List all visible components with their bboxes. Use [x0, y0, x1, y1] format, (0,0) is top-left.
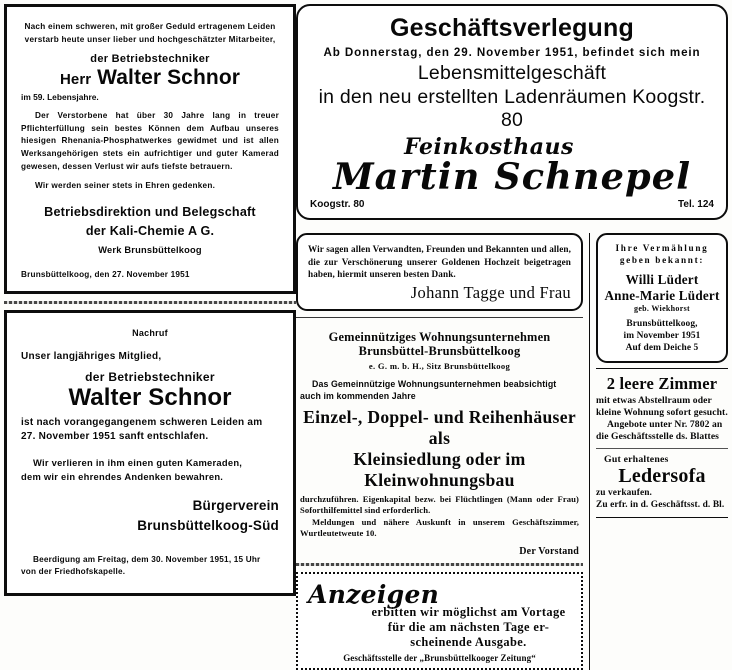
thanks-body: Wir sagen allen Verwandten, Freunden und Bekannten und allen, die zur Verschönerung unserer Goldenen Hochzeit beigetragen haben, hiermit unseren besten Dank. [308, 244, 571, 280]
housing-big-line1: Einzel-, Doppel- und Reihenhäuser als [303, 406, 576, 448]
column-divider-left [4, 301, 296, 304]
sofa-line1: zu verkaufen. [596, 488, 652, 499]
obituary-buergerverein [4, 310, 296, 596]
housing-big-text [300, 407, 579, 491]
housing-big-line3: Kleinwohnungsbau [364, 469, 515, 490]
housing-heading-line1: Gemeinnütziges Wohnungsunternehmen [328, 329, 551, 344]
nachruf-funeral [21, 554, 279, 578]
wedding-name-groom: Willi Lüdert [625, 272, 699, 287]
nachruf-name: Walter Schnor [68, 383, 232, 411]
wedding-heading-line2: geben bekannt: [619, 255, 705, 265]
anzeigen-body-line3: scheinende Ausgabe. [410, 634, 527, 649]
wedding-address [604, 319, 720, 354]
rooms-headline: 2 leere Zimmer [606, 374, 718, 394]
anzeigen-body-line2: für die am nächsten Tage er- [387, 619, 550, 634]
obituary-name [21, 66, 279, 90]
obituary-kali-chemie [4, 4, 296, 294]
anzeigen-body [306, 605, 573, 650]
ad-golden-wedding-thanks [296, 233, 583, 311]
sofa-headline-small: Gut erhaltenes [604, 454, 669, 466]
right-column-spacer [596, 523, 728, 670]
divider-after-housing [296, 563, 583, 566]
obituary-signature-line2: der Kali-Chemie A G. [85, 223, 215, 238]
relocation-date-line: Ab Donnerstag, den 29. November 1951, befindet sich mein [323, 46, 701, 59]
housing-heading [300, 330, 579, 359]
nachruf-remembrance [21, 456, 279, 484]
obituary-works: Werk Brunsbüttelkoog [98, 244, 202, 255]
divider-after-wedding [596, 368, 728, 369]
lower-columns [296, 233, 728, 670]
nachruf-signature [21, 496, 279, 536]
wedding-maiden-name: geb. Wiekhorst [634, 304, 690, 313]
ad-business-relocation [296, 4, 728, 220]
obituary-name-text: Walter Schnor [97, 66, 241, 90]
obituary-remembrance: Wir werden seiner stets in Ehren gedenken. [35, 181, 216, 191]
nachruf-remembrance-line1: Wir verlieren in ihm einen guten Kameraden, [33, 456, 243, 468]
ad-announcement-deadline [296, 572, 583, 670]
housing-big-line2: Kleinsiedlung oder im [353, 448, 526, 469]
nachruf-remembrance-line2: dem wir ein ehrendes Andenken bewahren. [21, 470, 224, 482]
ad-housing-company [296, 324, 583, 561]
relocation-footer-phone: Tel. 124 [678, 199, 714, 210]
anzeigen-word: Anzeigen [308, 579, 440, 609]
wedding-date: im November 1951 [623, 330, 701, 341]
housing-body2: Meldungen und nähere Auskunft in unserem Geschäftszimmer, Wurtleutetweute 10. [300, 516, 579, 539]
housing-intro: Das Gemeinnützige Wohnungsunternehmen beabsichtigt auch im kommenden Jahre [300, 378, 557, 401]
nachruf-signature-line2: Brunsbüttelkoog-Süd [137, 517, 279, 533]
anzeigen-body-line1: erbitten wir möglichst am Vortage [371, 604, 566, 619]
rooms-line2: kleine Wohnung sofort gesucht. [596, 407, 728, 419]
divider-after-rooms [596, 448, 728, 449]
left-column [4, 4, 296, 596]
wedding-heading-line1: Ihre Vermählung [615, 243, 709, 253]
thanks-signature: Johann Tagge und Frau [410, 282, 571, 302]
nachruf-body-line1: ist nach vorangegangenem schweren Leiden am [21, 416, 263, 428]
housing-body1: durchzuführen. Eigenkapital bezw. bei Flüchtlingen (Mann oder Frau) Soforthilfemittel sind erforderlich. [300, 493, 579, 516]
vertical-column-rule [589, 233, 590, 670]
relocation-headline: Geschäftsverlegung [390, 14, 634, 42]
rooms-line1: mit etwas Abstellraum oder [596, 395, 712, 407]
middle-column [296, 233, 583, 670]
nachruf-funeral-line2: von der Friedhofskapelle. [21, 566, 126, 576]
right-area [296, 4, 728, 663]
wedding-street: Auf dem Deiche 5 [625, 342, 699, 353]
rooms-line4: die Geschäftsstelle ds. Blattes [596, 431, 720, 443]
anzeigen-footer: Geschäftsstelle der „Brunsbüttelkooger Zeitung“ [343, 652, 536, 663]
nachruf-body [21, 416, 279, 444]
ad-wedding-announcement [596, 233, 728, 363]
relocation-address-line: in den neu erstellten Ladenräumen Koogstr. 80 [318, 86, 706, 131]
relocation-footer [310, 199, 714, 210]
wedding-names [604, 272, 720, 303]
nachruf-heading: Nachruf [132, 327, 168, 338]
obituary-intro [21, 21, 279, 46]
nachruf-role: der Betriebstechniker [85, 369, 215, 384]
nachruf-funeral-line1: Beerdigung am Freitag, dem 30. November 1951, 15 Uhr [33, 554, 261, 564]
obituary-signature-line1: Betriebsdirektion und Belegschaft [44, 204, 256, 219]
right-column [596, 233, 728, 670]
divider-after-thanks [296, 317, 583, 318]
sofa-headline-big: Ledersofa [618, 465, 706, 488]
relocation-shop-line: Lebensmittelgeschäft [417, 62, 607, 84]
obituary-place-date: Brunsbüttelkoog, den 27. November 1951 [21, 269, 190, 279]
relocation-footer-address: Koogstr. 80 [310, 199, 365, 210]
nachruf-signature-line1: Bürgerverein [192, 497, 279, 513]
housing-heading-line2: Brunsbüttel-Brunsbüttelkoog [358, 344, 521, 359]
ad-leather-sofa [596, 454, 728, 512]
wedding-heading [604, 242, 720, 266]
relocation-script-feinkosthaus: Feinkosthaus [404, 134, 574, 160]
divider-after-sofa [596, 517, 728, 518]
obituary-age: im 59. Lebensjahre. [21, 92, 99, 103]
obituary-signature [21, 203, 279, 241]
wedding-place: Brunsbüttelkoog, [626, 319, 698, 329]
wedding-name-bride: Anne-Marie Lüdert [604, 287, 720, 303]
obituary-name-prefix: Herr [59, 71, 92, 89]
housing-subheading: e. G. m. b. H., Sitz Brunsbüttelkoog [368, 360, 511, 371]
nachruf-intro: Unser langjähriges Mitglied, [21, 351, 162, 363]
relocation-script-owner: Martin Schnepel [332, 156, 692, 198]
housing-signature: Der Vorstand [519, 545, 579, 557]
sofa-line2: Zu erfr. in d. Geschäftsst. d. Bl. [596, 500, 725, 511]
ad-rooms-wanted [596, 374, 728, 443]
obituary-intro-line1: Nach einem schweren, mit großer Geduld ertragenem Leiden [24, 22, 276, 31]
nachruf-body-line2: 27. November 1951 sanft entschlafen. [21, 430, 209, 442]
obituary-role: der Betriebstechniker [90, 53, 210, 66]
rooms-line3: Angebote unter Nr. 7802 an [607, 419, 723, 431]
obituary-body: Der Verstorbene hat über 30 Jahre lang in treuer Pflichterfüllung sein bestes Können dem Aufbau unseres hiesigen Rhenania-Phosphatwerkes gewidmet und ist allen Werksangehörigen stets ein aufrichtiger und guter Kamerad gewesen, dessen Verlust wir aufs tiefste betrauern. [21, 111, 279, 171]
obituary-intro-line2: verstarb heute unser lieber und hochgeschätzter Mitarbeiter, [24, 34, 276, 44]
